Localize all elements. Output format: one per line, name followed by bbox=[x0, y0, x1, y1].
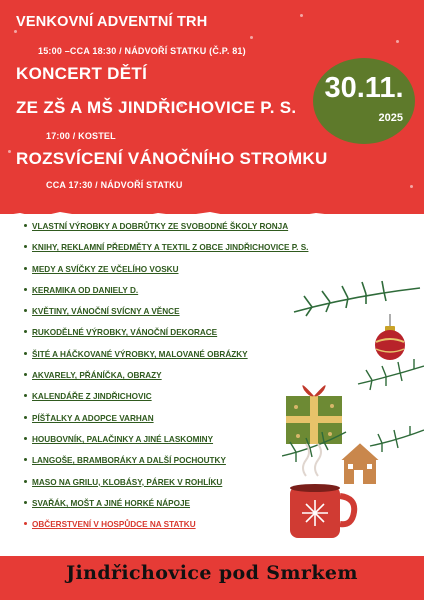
gingerbread-house-icon bbox=[340, 442, 380, 484]
ornament-ball-icon bbox=[375, 314, 405, 360]
decorations bbox=[282, 280, 424, 556]
pine-branch-icon bbox=[294, 281, 420, 316]
list-item-label: KNIHY, REKLAMNÍ PŘEDMĚTY A TEXTIL Z OBCE JINDŘICHOVICE P. S. bbox=[32, 243, 309, 253]
list-item-label: MEDY A SVÍČKY ZE VČELÍHO VOSKU bbox=[32, 264, 179, 274]
date-badge bbox=[313, 58, 415, 144]
bullet-icon bbox=[24, 267, 27, 270]
event-title-tree: ROZSVÍCENÍ VÁNOČNÍHO STROMKU bbox=[16, 149, 328, 168]
pine-branch-icon bbox=[370, 426, 424, 452]
event-title-school: ZE ZŠ A MŠ JINDŘICHOVICE P. S. bbox=[16, 98, 297, 117]
date-badge-year: 2025 bbox=[378, 112, 403, 124]
list-item-label: KALENDÁŘE Z JINDŘICHOVIC bbox=[32, 392, 152, 402]
footer-place: Jindřichovice pod Smrkem bbox=[66, 562, 358, 584]
event-title-concert: KONCERT DĚTÍ bbox=[16, 64, 148, 83]
bullet-icon bbox=[24, 480, 27, 483]
list-item-label: ŠITÉ A HÁČKOVANÉ VÝROBKY, MALOVANÉ OBRÁZKY bbox=[32, 349, 248, 359]
list-item-label: AKVARELY, PŘÁNÍČKA, OBRAZY bbox=[32, 371, 162, 381]
header bbox=[0, 0, 424, 214]
event-title-market: VENKOVNÍ ADVENTNÍ TRH bbox=[16, 14, 208, 30]
event-time-tree: CCA 17:30 / NÁDVOŘÍ STATKU bbox=[46, 180, 183, 190]
pine-branch-icon bbox=[358, 359, 424, 390]
torn-paper-edge bbox=[0, 204, 424, 224]
list-item-label: RUKODĚLNÉ VÝROBKY, VÁNOČNÍ DEKORACE bbox=[32, 328, 218, 338]
snow-dot bbox=[410, 185, 413, 188]
bullet-icon bbox=[24, 352, 27, 355]
snow-dot bbox=[250, 36, 253, 39]
list-item-label: MASO NA GRILU, KLOBÁSY, PÁREK V ROHLÍKU bbox=[32, 477, 223, 487]
bullet-icon bbox=[24, 224, 27, 227]
snow-dot bbox=[8, 150, 11, 153]
bullet-icon bbox=[24, 501, 27, 504]
event-time-market: 15:00 –CCA 18:30 / NÁDVOŘÍ STATKU (Č.P. 81) bbox=[38, 46, 246, 56]
hot-mug-icon bbox=[290, 484, 354, 538]
snow-dot bbox=[396, 40, 399, 43]
list-item-label: OBČERSTVENÍ V HOSPŮDCE NA STATKU bbox=[32, 520, 196, 530]
bullet-icon bbox=[24, 288, 27, 291]
list-item-label: HOUBOVNÍK, PALAČINKY A JINÉ LASKOMINY bbox=[32, 434, 214, 444]
bullet-icon bbox=[24, 437, 27, 440]
list-item-label: PÍŠŤALKY A ADOPCE VARHAN bbox=[32, 413, 154, 423]
list-item-label: VLASTNÍ VÝROBKY A DOBRŮTKY ZE SVOBODNÉ ŠKOLY RONJA bbox=[32, 222, 289, 231]
event-time-concert: 17:00 / KOSTEL bbox=[46, 131, 116, 141]
snow-dot bbox=[14, 30, 17, 33]
date-badge-date: 30.11. bbox=[324, 72, 404, 104]
list-item bbox=[32, 222, 332, 243]
list-item-label: SVAŘÁK, MOŠT A JINÉ HORKÉ NÁPOJE bbox=[32, 498, 191, 508]
gift-box-icon bbox=[286, 385, 342, 444]
list-item-label: KVĚTINY, VÁNOČNÍ SVÍCNY A VĚNCE bbox=[32, 307, 180, 317]
list-item-label: LANGOŠE, BRAMBORÁKY A DALŠÍ POCHOUTKY bbox=[32, 456, 226, 466]
bullet-icon bbox=[24, 416, 27, 419]
list-item-label: KERAMIKA OD DANIELY D. bbox=[32, 285, 139, 295]
list-item bbox=[32, 243, 332, 264]
snow-dot bbox=[300, 14, 303, 17]
